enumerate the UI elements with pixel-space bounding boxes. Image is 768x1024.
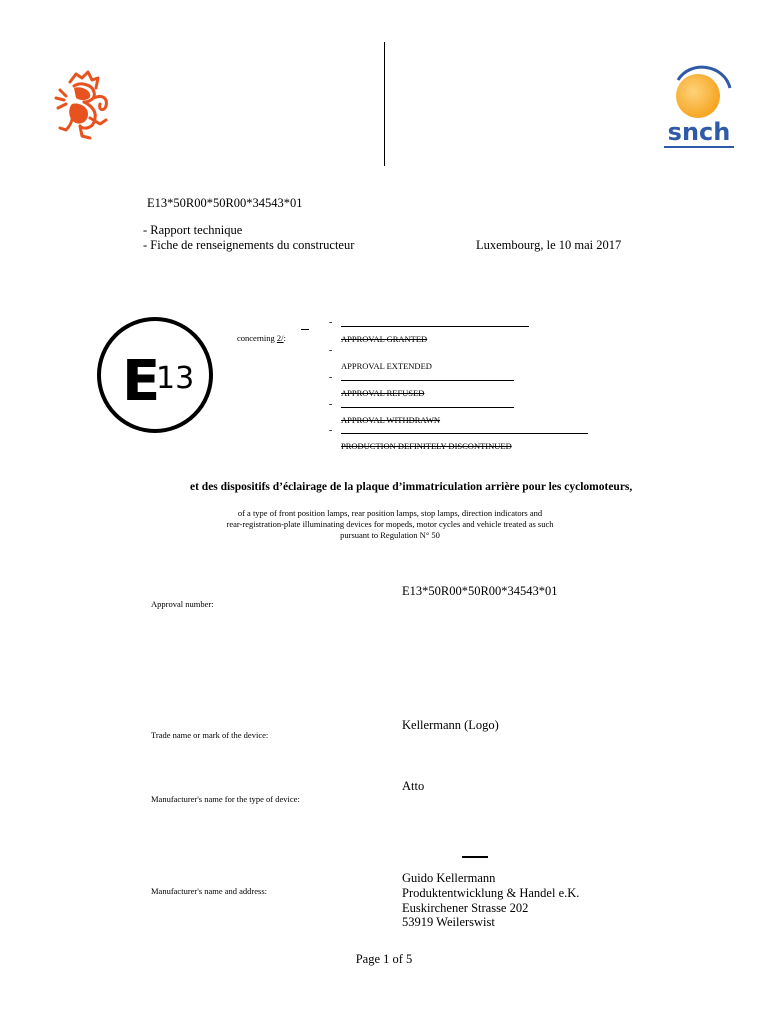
trade-name-label: Trade name or mark of the device: [151,730,269,740]
address-line: Produktentwicklung & Handel e.K. [402,886,580,900]
option-production-discontinued: PRODUCTION DEFINITELY DISCONTINUED [341,441,512,451]
trade-name-value: Kellermann (Logo) [402,718,499,732]
e13-approval-mark [96,316,214,434]
option-rule [341,380,514,381]
luxembourg-lion-logo [52,68,114,142]
mark-letter: E [122,349,161,414]
concerning-footnote-ref: 2/ [276,333,284,343]
header-divider [384,42,385,166]
subtitle-line: pursuant to Regulation N° 50 [340,530,440,540]
type-name-value: Atto [402,779,425,793]
approval-number-value: E13*50R00*50R00*34543*01 [402,584,558,598]
document-title: et des dispositifs d’éclairage de la plaque d’immatriculation arrière pour les cyclomoteurs, [190,481,633,493]
address-rule [462,856,488,858]
snch-logo [660,60,738,152]
option-approval-refused: APPROVAL REFUSED [341,388,425,398]
address-line: Guido Kellermann [402,871,496,885]
option-rule [341,326,529,327]
option-approval-extended: APPROVAL EXTENDED [341,361,432,371]
subtitle-line: of a type of front position lamps, rear position lamps, stop lamps, direction indicators and [237,508,543,518]
page-number: Page 1 of 5 [355,952,413,966]
mark-number: 13 [156,361,195,396]
address-label: Manufacturer's name and address: [151,886,267,896]
place-date: Luxembourg, le 10 mai 2017 [476,238,622,252]
option-approval-withdrawn: APPROVAL WITHDRAWN [341,415,441,425]
option-dash: - [329,317,333,328]
option-dash: - [329,372,333,383]
option-rule [341,433,588,434]
snch-logo-text: snch [667,118,731,146]
approval-number-label: Approval number: [151,599,214,609]
option-dash: - [329,399,333,410]
reference-number: E13*50R00*50R00*34543*01 [147,196,303,210]
option-rule [341,407,514,408]
subtitle-line: rear-registration-plate illuminating devices for mopeds, motor cycles and vehicle treated as such [226,519,554,529]
option-dash: - [329,425,333,436]
concerning-label: concerning 2/: [237,333,286,343]
address-line: Euskirchener Strasse 202 [402,901,529,915]
attachment-item: - Rapport technique [143,223,243,237]
concerning-rule [301,329,309,330]
option-dash: - [329,345,333,356]
option-approval-granted: APPROVAL GRANTED [341,334,428,344]
address-line: 53919 Weilerswist [402,915,495,929]
attachment-item: - Fiche de renseignements du constructeur [143,238,355,252]
type-name-label: Manufacturer's name for the type of device: [151,794,300,804]
